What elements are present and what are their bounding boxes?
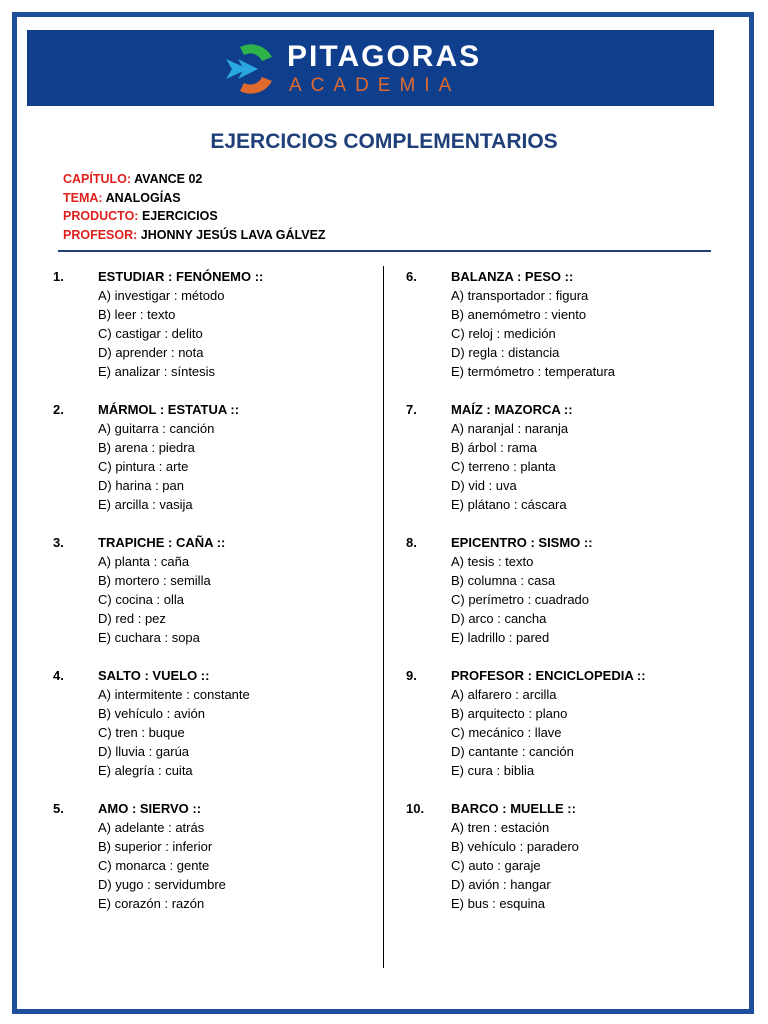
meta-product <box>63 207 326 226</box>
answer-option: B) superior : inferior <box>98 839 213 854</box>
answer-option: A) intermitente : constante <box>98 687 250 702</box>
column-divider <box>383 266 384 968</box>
answer-option: E) bus : esquina <box>451 896 545 911</box>
answer-option: E) arcilla : vasija <box>98 497 193 512</box>
answer-option: A) adelante : atrás <box>98 820 205 835</box>
answer-option: A) transportador : figura <box>451 288 589 303</box>
meta-value: ANALOGÍAS <box>105 190 181 205</box>
answer-option: D) arco : cancha <box>451 611 547 626</box>
answer-option: A) alfarero : arcilla <box>451 687 557 702</box>
brand-name: PITAGORAS <box>287 40 482 73</box>
answer-option: B) leer : texto <box>98 307 176 322</box>
answer-option: D) yugo : servidumbre <box>98 877 226 892</box>
answer-option: C) monarca : gente <box>98 858 210 873</box>
answer-option: E) plátano : cáscara <box>451 497 567 512</box>
answer-option: C) pintura : arte <box>98 459 189 474</box>
answer-option: B) anemómetro : viento <box>451 307 587 322</box>
meta-chapter <box>63 170 326 189</box>
answer-option: B) vehículo : paradero <box>451 839 579 854</box>
question-number: 1. <box>53 269 64 284</box>
meta-teacher <box>63 226 326 245</box>
meta-topic <box>63 189 326 208</box>
answer-option: B) arena : piedra <box>98 440 195 455</box>
answer-option: E) alegría : cuita <box>98 763 193 778</box>
question-stem: TRAPICHE : CAÑA :: <box>98 535 226 550</box>
question-number: 5. <box>53 801 64 816</box>
question-number: 9. <box>406 668 417 683</box>
meta-value: JHONNY JESÚS LAVA GÁLVEZ <box>140 228 326 243</box>
answer-option: D) lluvia : garúa <box>98 744 190 759</box>
header-divider <box>58 250 711 252</box>
answer-option: A) investigar : método <box>98 288 225 303</box>
question-stem: BALANZA : PESO :: <box>451 269 574 284</box>
question-number: 2. <box>53 402 64 417</box>
brand-subtitle: ACADEMIA <box>289 75 461 96</box>
question-number: 6. <box>406 269 417 284</box>
answer-option: C) auto : garaje <box>451 858 541 873</box>
answer-option: B) vehículo : avión <box>98 706 205 721</box>
answer-option: B) columna : casa <box>451 573 556 588</box>
question-stem: SALTO : VUELO :: <box>98 668 210 683</box>
answer-option: C) mecánico : llave <box>451 725 562 740</box>
question-stem: BARCO : MUELLE :: <box>451 801 576 816</box>
answer-option: C) cocina : olla <box>98 592 184 607</box>
answer-option: C) terreno : planta <box>451 459 556 474</box>
answer-option: E) ladrillo : pared <box>451 630 550 645</box>
pitagoras-logo-icon <box>226 43 276 95</box>
answer-option: A) tesis : texto <box>451 554 534 569</box>
answer-option: C) castigar : delito <box>98 326 203 341</box>
answer-option: E) analizar : síntesis <box>98 364 216 379</box>
answer-option: E) cura : biblia <box>451 763 535 778</box>
answer-option: D) aprender : nota <box>98 345 204 360</box>
question-number: 8. <box>406 535 417 550</box>
answer-option: C) tren : buque <box>98 725 185 740</box>
answer-option: D) regla : distancia <box>451 345 560 360</box>
question-stem: MÁRMOL : ESTATUA :: <box>98 402 240 417</box>
answer-option: D) cantante : canción <box>451 744 574 759</box>
question-stem: AMO : SIERVO :: <box>98 801 202 816</box>
answer-option: D) vid : uva <box>451 478 517 493</box>
answer-option: B) mortero : semilla <box>98 573 211 588</box>
answer-option: C) perímetro : cuadrado <box>451 592 590 607</box>
meta-value: AVANCE 02 <box>134 172 203 186</box>
answer-option: A) naranjal : naranja <box>451 421 569 436</box>
answer-option: B) árbol : rama <box>451 440 537 455</box>
meta-key: PROFESOR: <box>63 228 138 243</box>
answer-option: C) reloj : medición <box>451 326 556 341</box>
answer-option: A) guitarra : canción <box>98 421 215 436</box>
meta-key: PRODUCTO: <box>63 209 139 224</box>
question-stem: EPICENTRO : SISMO :: <box>451 535 593 550</box>
meta-key: TEMA: <box>63 190 103 205</box>
question-number: 4. <box>53 668 64 683</box>
answer-option: E) termómetro : temperatura <box>451 364 615 379</box>
page-title: EJERCICIOS COMPLEMENTARIOS <box>210 130 558 153</box>
meta-value: EJERCICIOS <box>141 209 218 224</box>
question-stem: ESTUDIAR : FENÓNEMO :: <box>98 269 264 284</box>
answer-option: E) corazón : razón <box>98 896 205 911</box>
answer-option: A) tren : estación <box>451 820 550 835</box>
question-stem: MAÍZ : MAZORCA :: <box>451 402 573 417</box>
question-stem: PROFESOR : ENCICLOPEDIA :: <box>451 668 646 683</box>
question-number: 7. <box>406 402 417 417</box>
answer-option: D) avión : hangar <box>451 877 551 892</box>
question-number: 3. <box>53 535 64 550</box>
answer-option: A) planta : caña <box>98 554 190 569</box>
question-number: 10. <box>406 801 425 816</box>
answer-option: E) cuchara : sopa <box>98 630 200 645</box>
document-meta <box>63 170 326 245</box>
answer-option: B) arquitecto : plano <box>451 706 568 721</box>
answer-option: D) red : pez <box>98 611 166 626</box>
answer-option: D) harina : pan <box>98 478 184 493</box>
meta-key: CAPÍTULO: <box>63 172 132 186</box>
